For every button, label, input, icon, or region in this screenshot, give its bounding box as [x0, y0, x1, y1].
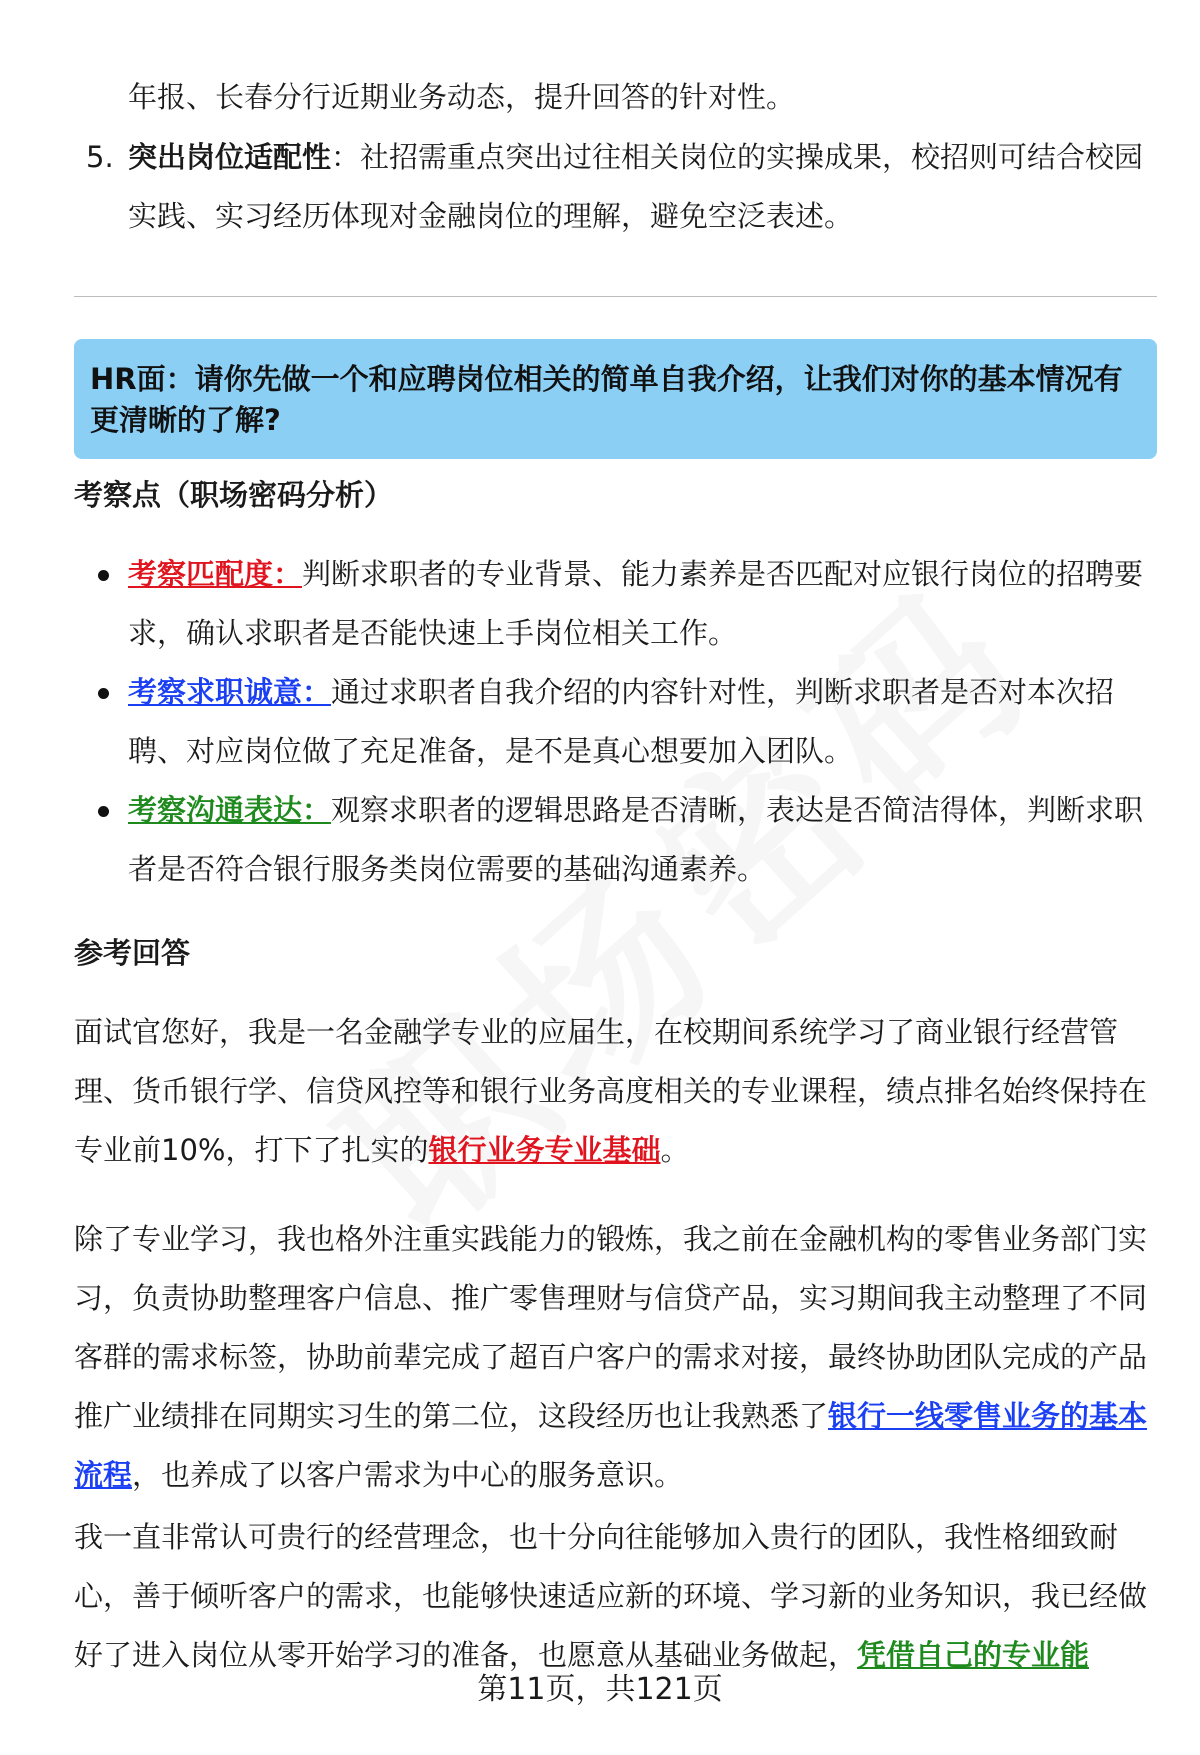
paragraph-text: 除了专业学习，我也格外注重实践能力的锻炼，我之前在金融机构的零售业务部门实习，负责协助整理客户信息、推广零售理财与信贷产品，实习期间我主动整理了不同客群的需求标签，协助前辈完成了超百户客户的需求对接，最终协助团队完成的产品推广业绩排在同期实习生的第二位，这段经历也让我熟悉了 [74, 1222, 1148, 1433]
list-item-5 [86, 128, 1166, 246]
section-divider [74, 296, 1157, 297]
answer-paragraph-3 [74, 1508, 1157, 1685]
list-item-continuation: 年报、长春分行近期业务动态，提升回答的针对性。 [128, 80, 796, 114]
highlight: 银行一线零售业务的基本流程 [74, 1399, 1148, 1492]
list-item [74, 781, 1157, 899]
page-number: 第11页，共121页 [477, 1672, 723, 1707]
list-item [74, 545, 1157, 663]
list-item-body [128, 128, 1166, 246]
point-text: 观察求职者的逻辑思路是否清晰，表达是否简洁得体，判断求职者是否符合银行服务类岗位需要的基础沟通素养。 [128, 793, 1144, 886]
paragraph-end: 。 [660, 1133, 690, 1167]
highlight: 凭借自己的专业能 [857, 1638, 1090, 1672]
point-text: 通过求职者自我介绍的内容针对性，判断求职者是否对本次招聘、对应岗位做了充足准备，是不是真心想要加入团队。 [128, 675, 1115, 768]
list-item-title: 突出岗位适配性 [128, 140, 332, 174]
list-item [74, 663, 1157, 781]
point-text: 判断求职者的专业背景、能力素养是否匹配对应银行岗位的招聘要求，确认求职者是否能快速上手岗位相关工作。 [128, 557, 1144, 650]
question-text: HR面：请你先做一个和应聘岗位相关的简单自我介绍，让我们对你的基本情况有更清晰的了解? [90, 362, 1123, 437]
analysis-list [74, 545, 1157, 899]
answer-paragraph-1 [74, 1003, 1157, 1180]
paragraph-text: 我一直非常认可贵行的经营理念，也十分向往能够加入贵行的团队，我性格细致耐心，善于倾听客户的需求，也能够快速适应新的环境、学习新的业务知识，我已经做好了进入岗位从零开始学习的准备，也愿意从基础业务做起， [74, 1520, 1148, 1672]
question-box [74, 339, 1157, 459]
highlight: 银行业务专业基础 [428, 1133, 661, 1167]
paragraph-text: 面试官您好，我是一名金融学专业的应届生，在校期间系统学习了商业银行经营管理、货币银行学、信贷风控等和银行业务高度相关的专业课程，绩点排名始终保持在专业前10%，打下了扎实的 [74, 1015, 1148, 1167]
point-tag: 考察匹配度： [128, 557, 303, 591]
analysis-heading: 考察点（职场密码分析） [74, 478, 394, 512]
bullet-dot [98, 570, 109, 581]
point-tag: 考察求职诚意： [128, 675, 332, 709]
paragraph-end: ，也养成了以客户需求为中心的服务意识。 [132, 1458, 684, 1492]
answer-paragraph-2 [74, 1210, 1157, 1505]
list-number: 5. [86, 140, 114, 174]
bullet-dot [98, 688, 109, 699]
bullet-dot [98, 806, 109, 817]
list-item-text: ：社招需重点突出过往相关岗位的实操成果，校招则可结合校园实践、实习经历体现对金融岗位的理解，避免空泛表述。 [128, 140, 1144, 233]
point-tag: 考察沟通表达： [128, 793, 332, 827]
answer-heading: 参考回答 [74, 936, 191, 970]
